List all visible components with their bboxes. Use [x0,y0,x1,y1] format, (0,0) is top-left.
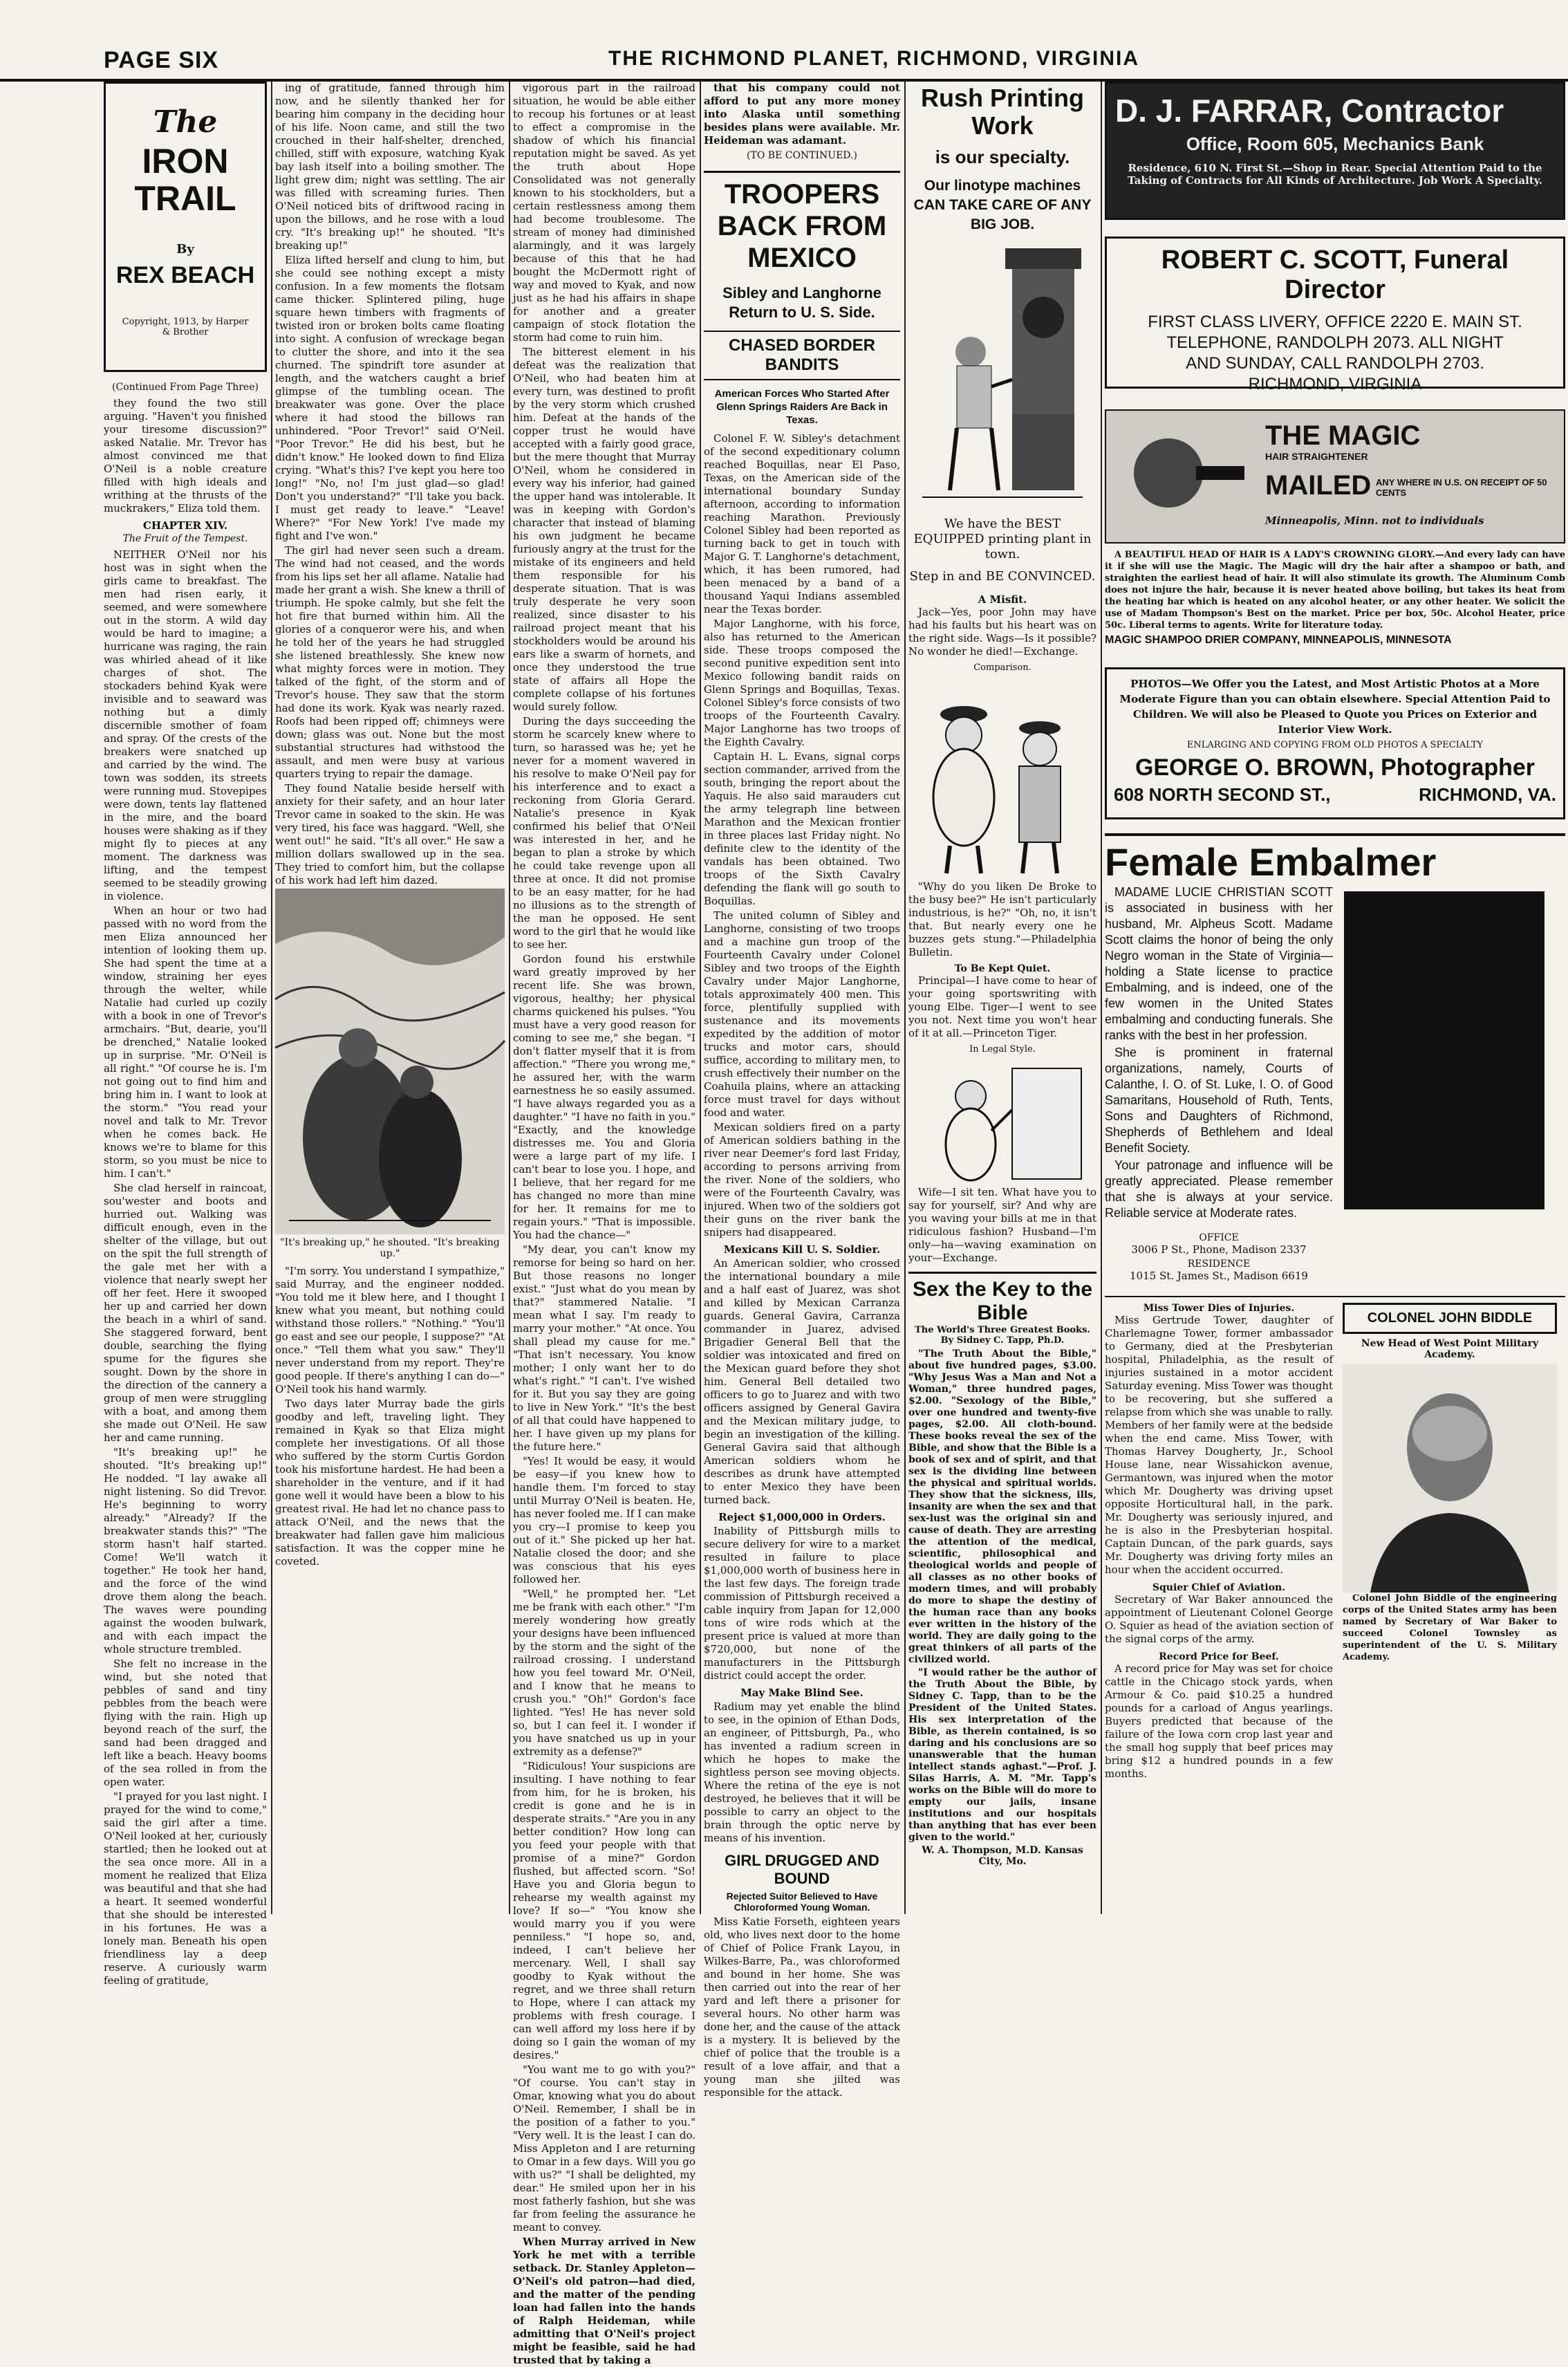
serial-title: IRON TRAIL [134,142,236,218]
brown-address-row [1114,784,1556,806]
scott-line: AND SUNDAY, CALL RANDOLPH 2703. [1186,354,1484,373]
embalmer-residence-address: 1015 St. James St., Madison 6619 [1130,1270,1308,1282]
troopers-summary: American Forces Who Started After Glenn Springs Raiders Are Back in Texas. [714,388,890,426]
sex-bible-headline: Sex the Key to the Bible [908,1272,1096,1325]
biddle-sub: New Head of West Point Military Academy. [1361,1338,1539,1360]
brown-body: PHOTOS—We Offer you the Latest, and Most Artistic Photos at a More Moderate Figure than you can obtain elsewhere. Special Attention Paid to Children. We will also be Pleased to Quote you Prices on Exterior and Interior View Work. [1119,678,1551,736]
farrar-office: Office, Room 605, Mechanics Bank [1186,133,1484,154]
serial-text-4 [704,82,900,147]
paragraph: Your patronage and influence will be greatly appreciated. Please remember that she is always at your service. Reliable service at Moderate rates. [1105,1158,1333,1220]
brown-enlarging: ENLARGING AND COPYING FROM OLD PHOTOS A SPECIALTY [1186,740,1484,750]
paragraph: MADAME LUCIE CHRISTIAN SCOTT is associated in business with her husband, Mr. Alpheus Scott. Madame Scott claims the honor of being the only Negro woman in the State of Virginia—holding a State license to practice Embalming, and is indeed, one of the few women in the United States embalming and conducting funerals. She ranks with the best in her profession. [1105,885,1333,1042]
paragraph: "I'm sorry. You understand I sympathize," said Murray, and the engineer nodded. "You told me it blew here, and I thought I knew what you meant, but nothing could withstand those rollers." "Nothing." "You'll go east and see our people, I suppose?" "At once." "Tell them what you saw." They'll never understand from my report. They're good people. If there's anything I can do—" O'Neil took his hand warmly. [275,1265,505,1395]
scott-line: TELEPHONE, RANDOLPH 2073. ALL NIGHT [1166,333,1504,352]
paragraph: They found Natalie beside herself with anxiety for their safety, and an hour later Trevor came in soaked to the skin. He was very tired, his face was haggard. "Well, she went out!" he said. "It's all over." He saw a million dollars swallowed up in the sea. They tried to comfort him, but the collapse of his work had left him dazed. [275,782,505,887]
paragraph: Secretary of War Baker announced the appointment of Lieutenant Colonel George O. Squier as head of the aviation section of the signal corps of the army. [1105,1593,1333,1645]
paragraph: "My dear, you can't know my remorse for being so hard on her. But those reasons no longer exist." "Just what do you mean by that?" stammered Natalie. "I mean what I say. I'm ready to marry your mother." "At once. You shall plead my cause for me." "That isn't necessary. You know mother; I only want her to do what's right." "I can't. I've wished for it. But you say they are going to live in New York." "It's the best of all that could have happened to her. I have given up my plans for the future here." [513,1243,696,1453]
paragraph: Inability of Pittsburgh mills to secure delivery for wire to a market resulted in failure to place $1,000,000 worth of business here in the last few days. The foreign trade commission of Pittsburgh received a cable inquiry from Japan for 12,000 tons of wire rods which at the present price is valued at more than $720,000, but none of the manufacturers in the Pittsburgh district could accept the order. [704,1525,900,1682]
magic-ad-banner [1105,409,1565,544]
paragraph: The united column of Sibley and Langhorne, consisting of two troops and a machine gun troop of the Fourteenth Cavalry under Colonel Sibley and two troops of the Eighth Cavalry under Major Langhorne, totals approximately 400 men. This force, plentifully supplied with sustenance and its movements expedited by the addition of motor trucks and motor cars, should suffice, according to military men, to crush effectively their number on the Coahuila plains, where an attacking force must travel for days without food and water. [704,909,900,1119]
embalmer-residence-label: RESIDENCE [1187,1259,1251,1270]
brown-name: GEORGE O. BROWN, Photographer [1135,754,1536,781]
tapp-address: W. A. Thompson, M.D. Kansas City, Mo. [922,1845,1083,1867]
troopers-article [704,171,900,1239]
scott-line: FIRST CLASS LIVERY, OFFICE 2220 E. MAIN ST. [1148,313,1522,331]
beef-headline: Record Price for Beef. [1159,1651,1279,1662]
paragraph: Colonel F. W. Sibley's detachment of the second expeditionary column reached Boquillas, near El Paso, Texas, on the American side of the international boundary Sunday afternoon, according to information reaching Marathon. Previously Colonel Sibley had been reported as turning back to get in touch with Major G. T. Langhorne's detachment, which, it has been rumored, had been menaced by a band of a thousand Yaqui Indians assembled near the Texas border. [704,432,900,615]
column-rule [1101,82,1102,1914]
chapter-heading: CHAPTER XIV. [142,519,228,532]
troopers-headline: TROOPERS BACK FROM MEXICO [717,179,887,273]
paragraph: A BEAUTIFUL HEAD OF HAIR IS A LADY'S CROWNING GLORY.—And every lady can have it if she will use the Magic. The Magic will dry the hair after a shampoo or bath, and straighten the earliest head of hair. It will also stimulate its growth. The Aluminum Comb does not injure the hair, because it is never heated above boiling, but takes its heat from the heating bar which is heated on any alcohol heater, or any other heater. We solicit the use of Madam Thompson's Best on the market. Price per box, 50c. Alcohol Heater, price 50c. Liberal terms to agents. Write for literature today. [1105,550,1565,631]
embalmer-photo [1344,891,1544,1209]
comparison-title: Comparison. [973,662,1032,673]
farrar-name: D. J. FARRAR, Contractor [1115,93,1504,129]
kept-headline: To Be Kept Quiet. [954,963,1051,974]
paragraph: "I prayed for you last night. I prayed for the wind to come," said the girl after a time. O'Neil looked at her, curiously startled; then he looked out at the sea once more. All in a moment he realized that Eliza was beautiful and that she had a heart. It seemed wonderful that she should be interested in his fortunes. He was a lonely man. Beneath his open friendliness lay a deep reserve. A curiously warm feeling of gratitude, [104,1790,267,1987]
ads-column [908,82,1096,1921]
paragraph: She is prominent in fraternal organizations, namely, Courts of Calanthe, I. O. of St. Luke, I. O. of Good Samaritans, Household of Ruth, Tents, Sons and Daughters of Richmond, Shepherds of Bethlehem and Ideal Benefit Society. [1105,1046,1333,1155]
biddle-name: COLONEL JOHN BIDDLE [1343,1303,1557,1334]
scott-line: RICHMOND, VIRGINIA [1248,375,1422,393]
squier-headline: Squier Chief of Aviation. [1152,1582,1286,1593]
blind-headline: May Make Blind See. [740,1687,864,1699]
paragraph: "It's breaking up!" he shouted. "It's breaking up!" He nodded. "I lay awake all night listening. So did Trevor. He's beginning to worry already." "Already? If the breakwater stands this?" "The storm hasn't half started. Come! We'll watch it together." He took her hand, and the force of the wind drove them along the beach. The waves were pounding against the wooden bulwark, and with each impact the whole structure trembled. [104,1446,267,1655]
right-column [1105,82,1565,1921]
farrar-ad [1105,82,1565,220]
brown-city: RICHMOND, VA. [1419,784,1556,805]
paragraph: Gordon found his erstwhile ward greatly improved by her recent life. She was brown, vigorous, healthy; her physical charms quickened his pulses. "You must have a very good reason for coming to see me," she began. "I don't flatter myself that it is from affection." "There you wrong me," he assured her, with the warm earnestness he so easily assumed. "I have always regarded you as a daughter." "I have no faith in you." "Exactly, and the knowledge distresses me. You and Gloria were a large part of my life. I can't bear to lose you. I hope, and I believe, that her regard for me has changed no more than mine for her. It remains for me to regain yours." "That is impossible. You had the chance—" [513,953,696,1241]
serial-author: REX BEACH [115,262,255,288]
rush-printing-linotype: Our linotype machines CAN TAKE CARE OF ANY BIG JOB. [913,178,1092,232]
paragraph: Miss Gertrude Tower, daughter of Charlemagne Tower, former ambassador to Germany, died at the Presbyterian hospital, Philadelphia, as the result of injuries sustained in a motor accident Saturday evening. Miss Tower was thought to be recovering, but she suffered a relapse from which she was unable to rally. Members of her family were at the bedside when the end came. Miss Tower, with Thomas Harvey Dougherty, Jr., School House lane, near Wissahickon avenue, Germantown, was injured when the motor which Mr. Dougherty was driving upset opposite Horticultural hall, in the park. Mr. Dougherty was seriously injured, and he is also in the Presbyterian hospital. Captain Duncan, of the park guards, says Mr. Dougherty was driving forty miles an hour when the accident occurred. [1105,1314,1333,1576]
magic-address: Minneapolis, Minn. not to individuals [1265,514,1484,527]
paragraph: Jack—Yes, poor John may have had his faults but his heart was on the right side. Wags—Is it possible? No wonder he died!—Exchange. [908,606,1096,658]
rush-printing-headline: Rush Printing Work [921,84,1084,140]
paragraph: An American soldier, who crossed the international boundary a mile and a half east of Juarez, was shot and killed by Mexican Carranza guards. General Gavira, Carranza commander in Juarez, advised Brigadier General Bell that the soldier was intoxicated and fired on the Mexican guard before they shot him. General Bell detailed two officers to go to Juarez and with two officers assigned by General Gavira and the Mexican military judge, to begin an investigation of the killing. General Gavira said that although American soldiers whom he describes as drunk have attempted to enter Mexico they have been turned back. [704,1257,900,1506]
magic-mailed: MAILED [1265,470,1372,501]
news-column [704,82,900,2099]
serial-title-the: The [153,104,218,140]
paragraph: When an hour or two had passed with no word from the men Eliza announced her intention of looking them up. She had spent the time at a window, straining her eyes through the welter, while Natalie had curled up cozily with a book in one of Trevor's armchairs. "But, dearie, you'll be drenched," Natalie looked up in surprise. "Mr. O'Neil is all right." "Of course he is. I'm not going out to find him and bring him in. I want to look at the storm." "You read your novel and talk to Mr. Trevor when he comes back. He knows we're to blame for this storm, so you must be nice to him. I can't." [104,904,267,1180]
paragraph: that his company could not afford to put any more money into Alaska until something besides plans were available. Mr. Heideman was adamant. [704,82,900,147]
serial-column-3 [513,82,696,2366]
column-rule [700,82,701,1914]
legal-cartoon [908,1055,1096,1186]
paragraph: Miss Katie Forseth, eighteen years old, who lives next door to the home of Chief of Police Frank Layou, in Wilkes-Barre, Pa., was chloroformed and bound in her home. She was then carried out into the rear of her yard and left there a prisoner for several hours. No other harm was done her, and the cause of the attack is a mystery. It is believed by the chief of police that the trouble is a result of a love affair, and that a young man she jilted was responsible for the attack. [704,1915,900,2099]
paragraph: "You want me to go with you?" "Of course. You can't stay in Omar, knowing what you do about O'Neil. Remember, I shall be in the position of a father to you." "Very well. It is the least I can do. Miss Appleton and I are returning to Omar in a few days. Will you go with us?" "I shall be delighted, my dear." He smiled upon her in his most fatherly fashion, but she was far from feeling the assurance he meant to convey. [513,2063,696,2234]
reject-headline: Reject $1,000,000 in Orders. [718,1511,886,1523]
scott-ad [1105,236,1565,393]
paragraph: they found the two still arguing. "Haven't you finished your tiresome discussion?" asked Natalie. Mr. Trevor has almost convinced me that O'Neil is a noble creature filled with high ideals and writhing at the thrusts of the muckrakers," Eliza told them. [104,397,267,514]
paragraph: Colonel John Biddle of the engineering corps of the United States army has been named by Secretary of War Baker to succeed Colonel Townsley as superintendent of the U. S. Military Academy. [1343,1593,1557,1662]
tower-headline: Miss Tower Dies of Injuries. [1143,1303,1295,1314]
serial-title-box [104,82,267,372]
column-rule [509,82,510,1914]
comparison-cartoon [908,673,1096,880]
bottom-news [1105,1296,1565,1782]
biddle-feature [1343,1303,1557,1782]
girl-headline: GIRL DRUGGED AND BOUND [725,1852,879,1887]
troopers-subhead: Sibley and Langhorne Return to U. S. Side. [722,284,881,321]
paragraph: Mexican soldiers fired on a party of American soldiers bathing in the river near Deemer's ford last Friday, according to persons arriving from the river. None of the soldiers, who were of the Fourteenth Cavalry, was injured. When two of the soldiers got their guns on the river bank the snipers had disappeared. [704,1121,900,1238]
paragraph: Two days later Murray bade the girls goodby and left, traveling light. They remained in Kyak so that Eliza might complete her investigations. Of all those who suffered by the storm Curtis Gordon took his misfortune hardest. He had been a shareholder in the venture, and if it had gone well it would have been a blow to his greatest rival. He had let no chance pass to attack O'Neil, and the news that the breakwater had fallen gave him malicious satisfaction. It was the copper mine he coveted. [275,1398,505,1568]
paragraph: The girl had never seen such a dream. The wind had not ceased, and the words from his lips set her all aflame. Natalie had made her grant a wish. She knew a thrill of triumph. He spoke calmly, but she felt the hot fire that burned within him. All the glories of a conqueror were his, and when he told her of the years he had struggled she listened breathlessly. She knew now what mighty forces were in motion. They talked of the fight, of the storm and of Trevor's house. They saw that the storm had done its work. Kyak was nearly razed. Roofs had been ripped off; chimneys were down; glass was out. None but the most substantial structures had withstood the assault, and men were busy at various quarters trying to repair the damage. [275,544,505,780]
bottom-news-text [1105,1303,1333,1782]
serial-text [104,397,267,1987]
paragraph: "Ridiculous! Your suspicions are insulting. I have nothing to fear from him, for he is broken, his credit is gone and he is in desperate straits." "Are you in any better condition? How long can you feed your people with that promise of a mine?" Gordon flushed, but affected scorn. "So! Have you and Gloria begun to rehearse my wealth against my love? If so—" "You know she would marry you if you were penniless." "I hope so, and, indeed, I can't believe her mercenary. Well, I shall say goodby to Kyak without the regret, and we three shall return to Hope, where I can attack my problems with fresh courage. I can well afford my loss here if by doing so I gain the woman of my desires." [513,1760,696,2061]
paragraph: NEITHER O'Neil nor his host was in sight when the girls came to breakfast. The men had risen early, it seemed, and were somewhere out in the storm. A wild day would be hard to imagine; a hurricane was raging, the rain was whirled ahead of it like charges of shot. The stockaders behind Kyak were invisible and to seaward was nothing but a dimly discernible smother of foam and spray. Of the crests of the breakers were snatched up and carried by the wind. The town was sodden, its streets were running mud. Stovepipes were down, tents lay flattened in the mire, and the board houses were shaking as if they might fly to pieces at any moment. The darkness was lifting, and the tempest seemed to be steadily growing in violence. [104,548,267,902]
scott-name: ROBERT C. SCOTT, Funeral Director [1161,245,1509,304]
to-be-continued: (TO BE CONTINUED.) [747,150,857,161]
serial-column-2 [275,82,505,1921]
column-rule [904,82,906,1914]
paragraph: Eliza lifted herself and clung to him, but she could see nothing except a misty confusion. In a few moments the flotsam came thicker. Splintered piling, huge square hewn timbers with fragments of twisted iron or broken bolts came floating into sight. A confusion of wreckage began to clutter the shore, and into it the sea churned. The spindrift tore asunder at length, and the watchers caught a brief glimpse of the tumbling ocean. The breakwater was gone. Over the place where it had stood the billows ran unhindered. "Poor Trevor!" said O'Neil. "Poor Trevor." He did his best, but he didn't know." He looked down to find Eliza crying. "What's this? I've kept you here too long!" "No, no! I'm just glad—so glad! Don't you understand?" "I'll take you back. I must get ready to leave." "Leave! Where?" "For New York! I've made my fight and I've won." [275,254,505,542]
serial-text-2 [275,82,505,887]
sex-bible-sub: The World's Three Greatest Books. By Sidney C. Tapp, Ph.D. [915,1325,1090,1346]
embalmer-headline: Female Embalmer [1105,840,1437,884]
paragraph: "Well," he prompted her. "Let me be frank with each other." "I'm merely wondering how greatly your designs have been influenced by the storm and the sight of the railroad crossing. I understand how you feel toward Mr. O'Neil, and I know that he means to crush you." "Oh!" Gordon's face lighted. "Yes! He has never sold so, but I can feel it. I wonder if you have snatched us up in your extremity as a defense?" [513,1588,696,1758]
page-number: PAGE SIX [104,47,219,73]
embalmer-office-label: OFFICE [1199,1232,1239,1243]
biddle-portrait [1343,1364,1557,1593]
magic-company: MAGIC SHAMPOO DRIER COMPANY, MINNEAPOLIS, MINNESOTA [1105,634,1452,646]
chapter-title: The Fruit of the Tempest. [122,533,248,544]
troopers-text [704,432,900,1239]
embalmer-text [1105,884,1333,1282]
paragraph: She clad herself in raincoat, sou'wester and boots and hurried out. Walking was difficult enough, even in the shelter of the village, but out on the spit the full strength of the gale met her with a violence that nearly swept her off her feet. Here it swooped her up and carried her down the beach in a whirl of sand. She staggered forward, bent double, searching the flying spume for the figures she sought. Down by the shore in the direction of the cannery a group of men were struggling with a boat, and among them she made out O'Neil. He saw her and came running. [104,1182,267,1444]
column-rule [271,82,272,1914]
serial-column [104,82,267,1987]
paragraph: The bitterest element in his defeat was the realization that O'Neil, who had beaten him at every turn, was destined to profit by the very storm which crushed him. Defeat at the hands of the copper trust he would have accepted with a fairly good grace, but the mere thought that Murray O'Neil, whom he considered in every way his inferior, had gained the upper hand was intolerable. It was in keeping with Gordon's character that instead of blaming his own judgment he became furiously angry at the trust for the mistake of its engineers and held them responsible for his desperate situation. That is was truly desperate he very soon realized, since disaster to his railroad project meant that his stockholders would be around his ears like a swarm of hornets, and once they understood the true state of affairs all Hope the complete collapse of his fortunes would surely follow. [513,346,696,713]
paragraph: When Murray arrived in New York he met with a terrible setback. Dr. Stanley Appleton—O'Neil's old patron—had died, and the matter of the pending loan had fallen into the hands of Ralph Heideman, while admitting that O'Neil's project might be feasible, said he had trusted that by taking a [513,2236,696,2366]
embalmer-office-address: 3006 P St., Phone, Madison 2337 [1131,1243,1307,1256]
magic-brand: THE MAGIC [1265,420,1421,451]
illustration-caption: "It's breaking up," he shouted. "It's breaking up." [280,1237,500,1259]
storm-illustration [275,889,505,1234]
paragraph: Principal—I have come to hear of your going sportswriting with young Elbe. Tiger—I went to see you not. Next time you won't hear of it at all.—Princeton Tiger. [908,974,1096,1039]
serial-text-2b [275,1265,505,1568]
linotype-illustration [908,234,1096,511]
serial-by: By [176,242,194,257]
mexicans-headline: Mexicans Kill U. S. Soldier. [723,1243,881,1256]
paragraph: During the days succeeding the storm he scarcely knew where to turn, so harassed was he; yet he never for a moment wavered in his resolve to make O'Neil pay for his interference and to exact a reckoning from Gloria Gerard. Natalie's presence in Kyak confirmed his belief that O'Neil was interested in her, and he began to plan a stroke by which he could take revenge upon all three at once. It did not promise to be an easy matter, for he had no illusions as to the strength of the man he opposed. He sent word to the girl that he would like to see her. [513,715,696,951]
embalmer-ad [1105,833,1565,1282]
brown-address: 608 NORTH SECOND ST., [1114,784,1331,805]
girl-subhead: Rejected Suitor Believed to Have Chloroformed Young Woman. [726,1891,878,1913]
paragraph: ing of gratitude, fanned through him now, and he silently thanked her for bearing him company in the deciding hour of his life. Noon came, and still the two crouched in their half-shelter, drenched, chilled, stiff with exposure, watching Kyak bay lash itself into a boiling smother. The light grew dim; night was settling. The air was filled with screaming furies. Then O'Neil noticed bits of driftwood racing in upon the billows, and he rose with a loud cry. "It's breaking up!" he shouted. "It's breaking up!" [275,82,505,252]
magic-sub: HAIR STRAIGHTENER [1265,451,1368,462]
continued-note: (Continued From Page Three) [112,382,259,393]
paragraph: "The Truth About the Bible," about five hundred pages, $3.00. "Why Jesus Was a Man and Not a Woman," three hundred pages, $2.00. "Sexology of the Bible," over one hundred and twenty-five pages, $2.00. All cloth-bound. These books reveal the sex of the Bible, and show that the Bible is a book of sex and of spirit, and that sex is the dividing line between the physical and spiritual worlds. They show that the sickness, ills, insanity are when the sex and that sex-lust was the original sin and cause of death. They are arresting the attention of the medical, scientific, philosophical and theological worlds and people of all classes as no other books of modern times, and will probably do more to shape the destiny of the human race than any books ever written in the history of the world. They are daily going to the great thinkers of all parts of the civilized world. [908,1348,1096,1665]
paragraph: "Yes! It would be easy, it would be easy—if you knew how to handle them. I'm forced to stay until Murray O'Neil is beaten. He, has never fooled me. If I can make you cry—I promise to keep you out of it." She picked up her hat. Natalie closed the door; and she was conscious that his eyes followed her. [513,1455,696,1586]
magic-mailed-sub: ANY WHERE IN U.S. ON RECEIPT OF 50 CENTS [1376,477,1547,498]
paragraph: A record price for May was set for choice cattle in the Chicago stock yards, when Armour & Co. paid $10.25 a hundred pounds for a carload of Angus yearlings. Buyers predicted that because of the failure of the Iowa corn crop last year and the small hog supply that beef prices may bring $12 a hundred pounds in a few months. [1105,1662,1333,1780]
paragraph: vigorous part in the railroad situation, he would be able either to recoup his fortunes or at least to effect a compromise in the shadow of which his financial reputation might be saved. As yet the truth about Hope Consolidated was not generally known to his stockholders, but a certain restlessness among them had become troublesome. The stream of money had diminished alarmingly, and it was largely because of this that he had bought the McDermott right of way and moved to Kyak, and now just as he had his affairs in shape for another and a greater campaign of stock flotation the storm had come to ruin him. [513,82,696,344]
paragraph: Major Langhorne, with his force, also has returned to the American side. These troops composed the second punitive expedition sent into Mexico following bandit raids on Glenn Springs and Boquillas, Texas. Colonel Sibley's force consists of two troops of the Fourteenth Cavalry. Major Langhorne has two troops of the Eighth Cavalry. [704,618,900,748]
comb-icon [1120,425,1251,528]
paragraph: "Why do you liken De Broke to the busy bee?" He isn't particularly industrious, is he?" "Oh, no, it isn't that. But nearly every one he buzzes gets stung."—Philadelphia Bulletin. [908,880,1096,958]
serial-copyright: Copyright, 1913, by Harper & Brother [122,317,249,337]
brown-ad [1105,667,1565,819]
rush-best: We have the BEST EQUIPPED printing plant in town. [913,517,1092,561]
paragraph: Captain H. L. Evans, signal corps section commander, arrived from the south, bringing the report about the Yaquis. He also said marauders cut the army telegraph line between Marathon and the Mexican frontier in three places last Friday night. No definite clew to the identity of the vandals has been obtained. Two troops of the Sixth Cavalry defending the flank will go south to Boquillas. [704,750,900,907]
paragraph: She felt no increase in the wind, but she noted that pebbles of sand and tiny pebbles from the beach were flying with the rain. High up beyond reach of the surf, the sand had been dragged and left like a beach. Heavy booms of the sea rolled in from the open water. [104,1658,267,1788]
troopers-deck: CHASED BORDER BANDITS [704,331,900,380]
misfit-headline: A Misfit. [978,593,1027,606]
farrar-residence: Residence, 610 N. First St.—Shop in Rear. Special Attention Paid to the Taking of Contracts for All Kinds of Architecture. Job Work A Specialty. [1128,162,1542,187]
serial-text-3 [513,82,696,2367]
rush-printing-sub: is our specialty. [935,147,1070,167]
rush-step: Step in and BE CONVINCED. [909,569,1096,584]
paragraph: Radium may yet enable the blind to see, in the opinion of Ethan Dods, an engineer, of Pittsburgh, Pa., who has invented a radium screen in which he hopes to make the sightless person see moving objects. Where the retina of the eye is not destroyed, he believes that it will be possible to carry an object to the brain through the optic nerve by means of his invention. [704,1700,900,1844]
paragraph: "I would rather be the author of the Truth About the Bible, by Sidney C. Tapp, than to be the President of the United States. His sex interpretation of the Bible, as therein contained, is so daring and his conclusions are so unanswerable that the human intellect stands aghast."—Prof. J. Silas Harris, A. M. "Mr. Tapp's works on the Bible will do more to empty our jails, insane institutions and our hospitals than anything that has ever been given to the world." [908,1667,1096,1843]
newspaper-title: THE RICHMOND PLANET, RICHMOND, VIRGINIA [608,47,1139,70]
legal-headline: In Legal Style. [969,1044,1036,1055]
paragraph: Wife—I sit ten. What have you to say for yourself, sir? And why are you waving your bills at me in that ridiculous fashion? Husband—I'm only—ha—waving examination on your—Exchange. [908,1186,1096,1264]
